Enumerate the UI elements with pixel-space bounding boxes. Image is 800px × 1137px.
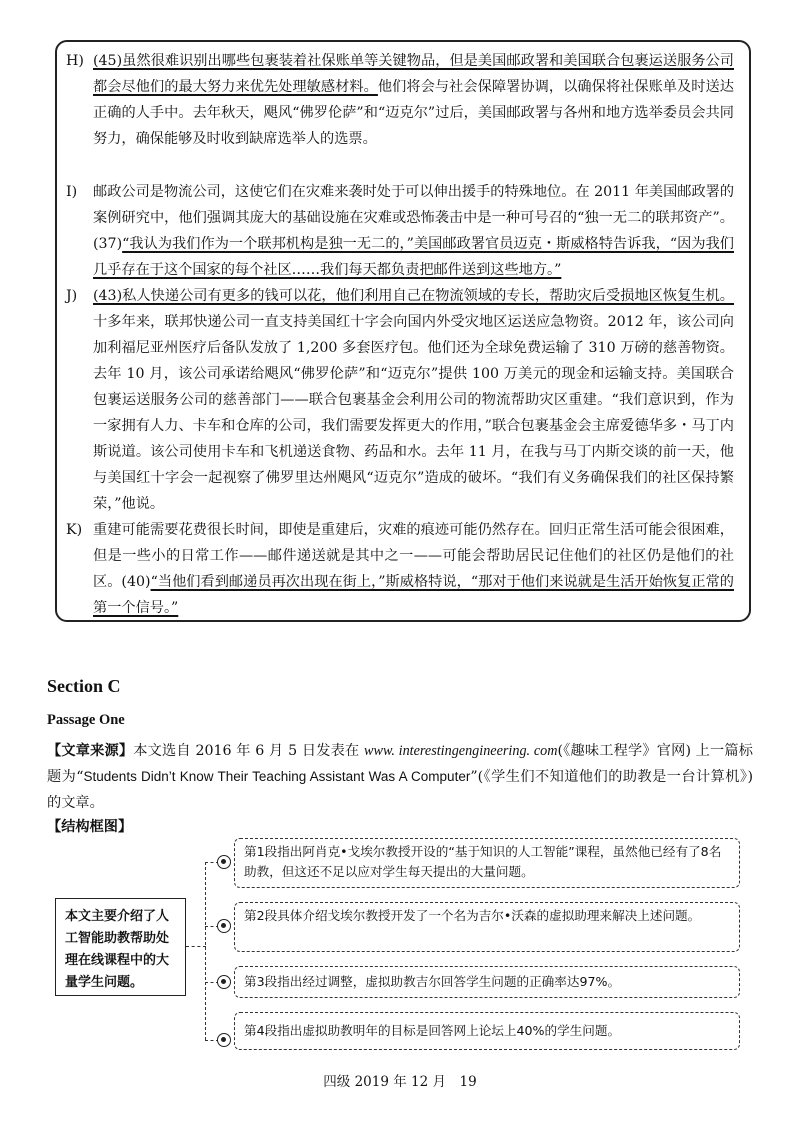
structure-branch-4: 第4段指出虚拟助教明年的目标是回答网上论坛上40%的学生问题。 xyxy=(234,1012,740,1050)
underlined-answer: (45)虽然很难识别出哪些包裹装着社保账单等关键物品，但是美国邮政署和美国联合包裹运送服务公司都会尽他们的最大努力来优先处理敏感材料。 xyxy=(93,53,734,95)
underlined-answer: “当他们看到邮递员再次出现在街上，”斯威格特说，“那对于他们来说就是生活开始恢复正常的第一个信号。” xyxy=(93,574,734,616)
bullet-node-icon xyxy=(217,975,231,989)
paragraph-label: K) xyxy=(66,522,83,538)
page-footer: 四级 2019 年 12 月 19 xyxy=(323,1074,477,1090)
passage-title: Passage One xyxy=(47,712,125,728)
paragraph-k xyxy=(66,517,734,621)
bullet-node-icon xyxy=(217,855,231,869)
source-website: www. interestingengineering. com xyxy=(364,743,558,759)
main-idea-box: 本文主要介绍了人工智能助教帮助处理在线课程中的大量学生问题。 xyxy=(55,898,186,996)
bullet-node-icon xyxy=(217,919,231,933)
bullet-node-icon xyxy=(217,1033,231,1047)
structure-branch-2: 第2段具体介绍戈埃尔教授开发了一个名为吉尔•沃森的虚拟助理来解决上述问题。 xyxy=(234,902,740,952)
section-title: Section C xyxy=(47,676,121,696)
paragraph-i xyxy=(66,179,734,283)
source-text: (《趣味工程学》官网) 上一篇标题为“ xyxy=(47,743,753,785)
article-source xyxy=(47,738,753,816)
paragraph-text: 十多年来，联邦快递公司一直支持美国红十字会向国内外受灾地区运送应急物资。2012 年，该公司向加利福尼亚州医疗后备队发放了 1,200 多套医疗包。他们还为全球免费运输了 310 万磅的慈善物资。去年 10 月，该公司承诺给飓风“佛罗伦萨”和“迈克尔”提供 100 万美元的现金和运输支持。美国联合包裹运送服务公司的慈善部门——联合包裹基金会利用公司的物流帮助灾区重建。“我们意识到，作为一家拥有人力、卡车和仓库的公司，我们需要发挥更大的作用，”联合包裹基金会主席爱德华多・马丁内斯说道。该公司使用卡车和飞机递送食物、药品和水。去年 11 月，在我与马丁内斯交谈的前一天，他与美国红十字会一起视察了佛罗里达州飓风“迈克尔”造成的破坏。“我们有义务确保我们的社区保持繁荣，”他说。 xyxy=(93,314,734,512)
paragraph-label: I) xyxy=(66,184,78,200)
paragraph-label: H) xyxy=(66,53,84,69)
connector-line xyxy=(205,862,206,1040)
source-heading: 【文章来源】 xyxy=(47,743,134,759)
paragraph-label: J) xyxy=(66,288,78,304)
connector-line xyxy=(186,946,206,947)
paragraph-h xyxy=(66,48,734,152)
paragraph-text: 邮政公司是物流公司，这使它们在灾难来袭时处于可以伸出援手的特殊地位。在 2011 年美国邮政署的案例研究中，他们强调其庞大的基础设施在灾难或恐怖袭击中是一种可号召的“独一无二的联邦资产”。(37) xyxy=(93,184,735,252)
paragraph-text: 重建可能需要花费很长时间，即使是重建后，灾难的痕迹可能仍然存在。回归正常生活可能会很困难，但是一些小的日常工作——邮件递送就是其中之一——可能会帮助居民记住他们的社区仍是他们的社区。(40) xyxy=(93,522,734,590)
underlined-answer: (43)私人快递公司有更多的钱可以花，他们利用自己在物流领域的专长，帮助灾后受损地区恢复生机。 xyxy=(93,288,734,304)
source-text: 本文选自 2016 年 6 月 5 日发表在 xyxy=(133,743,365,759)
source-text: ”(《学生们不知道他们的助教是一台计算机》) 的文章。 xyxy=(47,769,753,811)
source-article-title: Students Didn’t Know Their Teaching Assistant Was A Computer xyxy=(83,769,471,784)
underlined-answer: “我认为我们作为一个联邦机构是独一无二的，”美国邮政署官员迈克・斯威格特告诉我，“因为我们几乎存在于这个国家的每个社区……我们每天都负责把邮件送到这些地方。” xyxy=(93,236,734,278)
structure-heading: 【结构框图】 xyxy=(47,819,133,835)
structure-branch-1: 第1段指出阿肖克•戈埃尔教授开设的“基于知识的人工智能”课程，虽然他已经有了8名助教，但这还不足以应对学生每天提出的大量问题。 xyxy=(234,838,740,888)
paragraph-text: 他们将会与社会保障署协调，以确保将社保账单及时送达正确的人手中。去年秋天，飓风“佛罗伦萨”和“迈克尔”过后，美国邮政署与各州和地方选举委员会共同努力，确保能够及时收到缺席选举人的选票。 xyxy=(93,79,734,147)
paragraph-j xyxy=(66,283,734,517)
structure-branch-3: 第3段指出经过调整，虚拟助教吉尔回答学生问题的正确率达97%。 xyxy=(234,966,740,998)
